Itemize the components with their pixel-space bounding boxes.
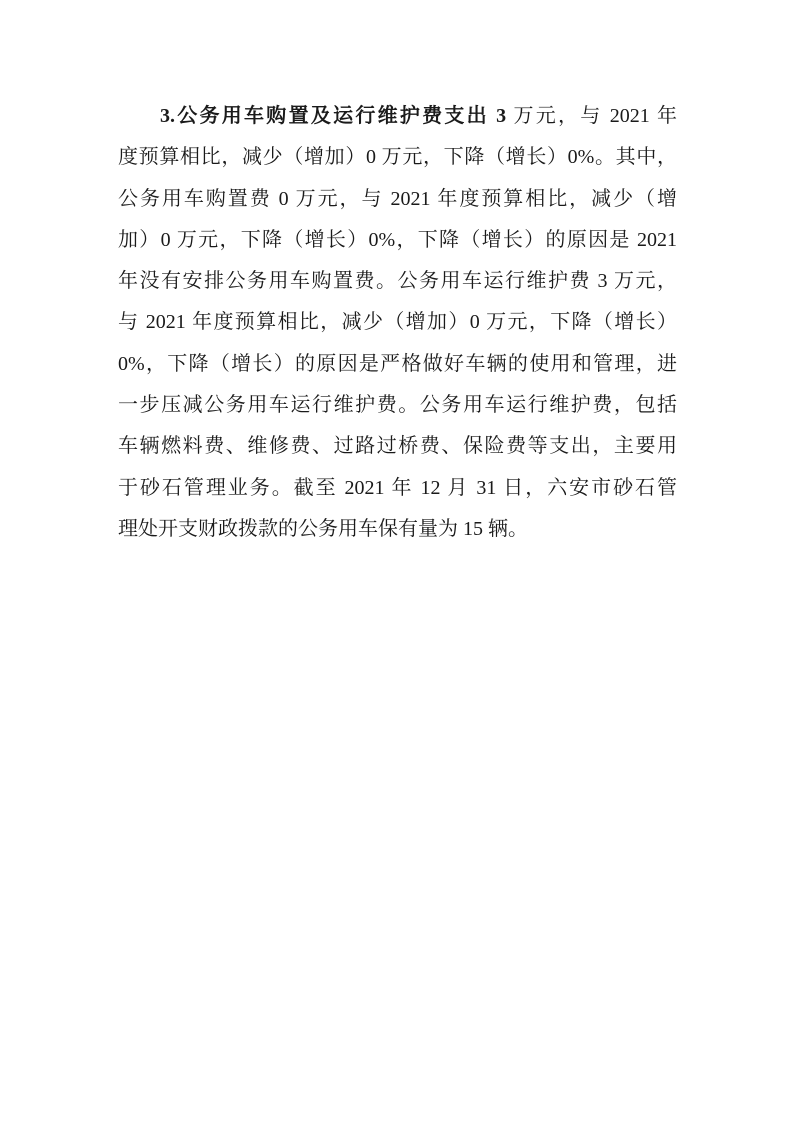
paragraph-line: 年没有安排公务用车购置费。公务用车运行维护费 3 万元， [118, 270, 677, 293]
paragraph-line: 度预算相比，减少（增加）0 万元，下降（增长）0%。其中， [118, 146, 677, 169]
line-bold-text: 3.公务用车购置及运行维护费支出 3 [160, 105, 507, 127]
paragraph-line: 加）0 万元，下降（增长）0%，下降（增长）的原因是 2021 [118, 228, 677, 251]
paragraph-line: 于砂石管理业务。截至 2021 年 12 月 31 日，六安市砂石管 [118, 476, 677, 499]
paragraph-line: 一步压减公务用车运行维护费。公务用车运行维护费，包括 [118, 394, 677, 417]
paragraph-line [118, 96, 677, 137]
paragraph-line: 与 2021 年度预算相比，减少（增加）0 万元，下降（增长） [118, 311, 677, 334]
line-regular-text: 万元，与 2021 年 [506, 105, 678, 127]
paragraph-line: 理处开支财政拨款的公务用车保有量为 15 辆。 [118, 517, 528, 540]
paragraph-line: 车辆燃料费、维修费、过路过桥费、保险费等支出，主要用 [118, 435, 677, 458]
paragraph-line: 0%，下降（增长）的原因是严格做好车辆的使用和管理，进 [118, 352, 677, 375]
body-text-block [118, 96, 677, 550]
paragraph-line: 公务用车购置费 0 万元，与 2021 年度预算相比，减少（增 [118, 187, 677, 210]
